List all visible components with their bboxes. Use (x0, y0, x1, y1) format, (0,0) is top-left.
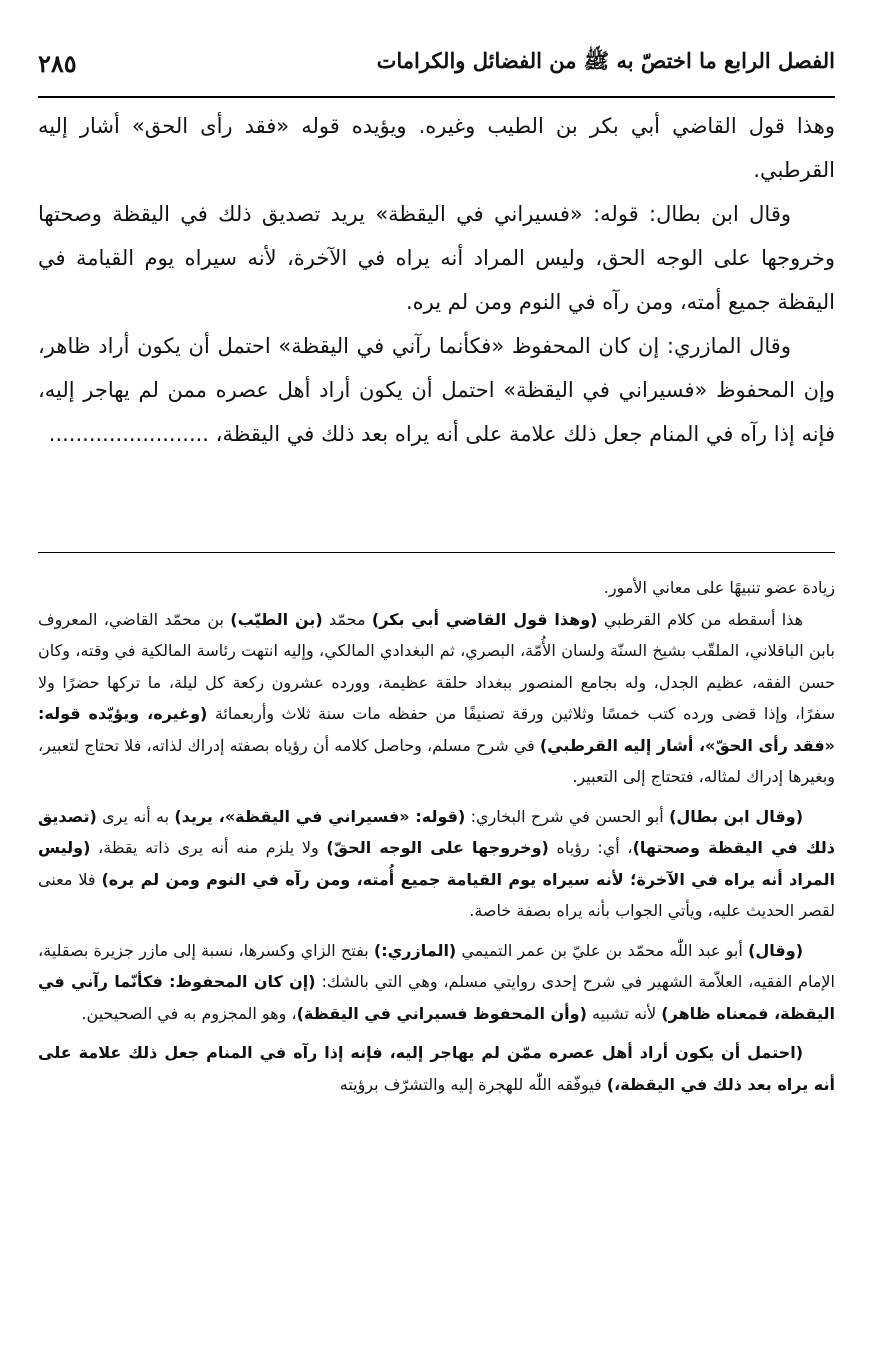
quoted-text: (وأن المحفوظ فسيراني في اليقظة) (296, 1003, 587, 1023)
commentary-paragraph (38, 1037, 835, 1100)
main-paragraph (38, 324, 835, 456)
main-paragraph: وقال ابن بطال: قوله: «فسيراني في اليقظة» يريد تصديق ذلك في اليقظة وصحتها وخروجها على الوجه الحق، وليس المراد أنه يراه في الآخرة، لأنه سيراه يوم القيامة في اليقظة جميع أمته، ومن رآه في النوم ومن لم يره. (38, 202, 835, 314)
commentary-text: بن محمّد القاضي، المعروف بابن الباقلاني، الملقّب بشيخ السنّة ولسان الأُمّة، البصري، ثم البغدادي المالكي، وإليه انتهت رئاسة المالكية في وقته، وكان حسن الفقه، عظيم الجدل، وله بجامع المنصور ببغداد حلقة عظيمة، وورده عشرون ركعة كل ليلة، ما تركها حضرًا ولا سفرًا، وإذا قضى ورده كتب خمسًا وثلاثين ورقة تصنيفًا من حفظه مات سنة ثلاث وأربعمائة (38, 609, 835, 723)
commentary-text: هذا أسقطه من كلام القرطبي (597, 609, 804, 629)
commentary (38, 572, 835, 1312)
main-text (38, 104, 835, 544)
commentary-text: ولا يلزم منه أنه يرى ذاته يقظة، (90, 838, 327, 857)
quoted-text: (المازري:) (373, 940, 457, 960)
header-rule (38, 96, 835, 98)
chapter-title: الفصل الرابع ما اختصّ به ﷺ من الفضائل والكرامات (376, 47, 835, 73)
quoted-text: (وليس المراد أنه يراه في الآخرة؛ لأنه سيراه يوم القيامة جميع أُمته، ومن رآه في النوم ومن لم يره) (38, 838, 835, 889)
quoted-text: (قوله: «فسيراني في اليقظة»، يريد) (174, 806, 466, 826)
main-paragraph-text: وقال المازري: إن كان المحفوظ «فكأنما رآني في اليقظة» احتمل أن يكون أراد ظاهر، وإن المحفوظ «فسيراني في اليقظة» احتمل أن يكون أراد أهل عصره ممن لم يهاجر إليه، فإنه إذا رآه في المنام جعل ذلك علامة على أنه يراه بعد ذلك في اليقظة، (38, 334, 835, 446)
commentary-text: محمّد (322, 609, 372, 629)
ellipsis-dots: ........................ (48, 422, 209, 446)
commentary-text: ، أي: رؤياه (548, 838, 633, 857)
quoted-text: (بن الطيّب) (230, 609, 323, 629)
page-number: ٢٨٥ (38, 48, 77, 78)
page-header (38, 40, 835, 86)
commentary-text: أبو عبد اللّٰه محمّد بن عليّ بن عمر التميمي (456, 940, 749, 960)
footnote-separator (38, 552, 835, 553)
quoted-text: (إن كان المحفوظ: فكأنّما رآني في اليقظة، فمعناه ظاهر) (38, 972, 835, 1023)
commentary-paragraph: زيادة عضو تنبيهًا على معاني الأمور. (603, 578, 835, 597)
commentary-text: فيوفّقه اللّٰه للهجرة إليه والتشرّف برؤيته (339, 1074, 607, 1094)
quoted-text: (وخروجها على الوجه الحقّ) (326, 838, 549, 857)
quoted-text: (تصديق ذلك في اليقظة وصحتها) (38, 806, 836, 857)
quoted-text: (احتمل أن يكون أراد أهل عصره ممّن لم يهاجر إليه، فإنه إذا رآه في المنام جعل ذلك علامة على أنه يراه بعد ذلك في اليقظة،) (38, 1043, 835, 1094)
quoted-text: (وهذا قول القاضي أبي بكر) (371, 609, 598, 629)
quoted-text: (وقال ابن بطال) (669, 806, 804, 826)
commentary-paragraph (38, 604, 835, 793)
commentary-text: في شرح مسلم، وحاصل كلامه أن رؤياه بصفته إدراك لذاته، فلا تحتاج لتعبير، وبغيرها إدراك لمثاله، فتحتاج إلى التعبير. (38, 735, 835, 786)
quoted-text: (وغيره، ويؤيّده قوله: «فقد رأى الحقّ»، أشار إليه القرطبي) (38, 704, 836, 755)
commentary-paragraph (38, 935, 835, 1030)
commentary-text: فلا معنى لقصر الحديث عليه، ويأتي الجواب بأنه يراه بصفة خاصة. (38, 869, 835, 920)
commentary-text: بفتح الزاي وكسرها، نسبة إلى مازر جزيرة بصقلية، الإمام الفقيه، العلاّمة الشهير في شرح إحدى روايتي مسلم، وهي التي بالشك: (38, 940, 836, 991)
quoted-text: (وقال) (748, 940, 803, 960)
commentary-text: أبو الحسن في شرح البخاري: (465, 806, 670, 826)
main-paragraph: وهذا قول القاضي أبي بكر بن الطيب وغيره. ويؤيده قوله «فقد رأى الحق» أشار إليه القرطبي. (38, 114, 835, 182)
commentary-text: لأنه تشبيه (586, 1003, 662, 1023)
commentary-text: ، وهو المجزوم به في الصحيحين. (81, 1003, 297, 1023)
commentary-text: به أنه يرى (96, 806, 175, 826)
commentary-paragraph (38, 801, 835, 927)
